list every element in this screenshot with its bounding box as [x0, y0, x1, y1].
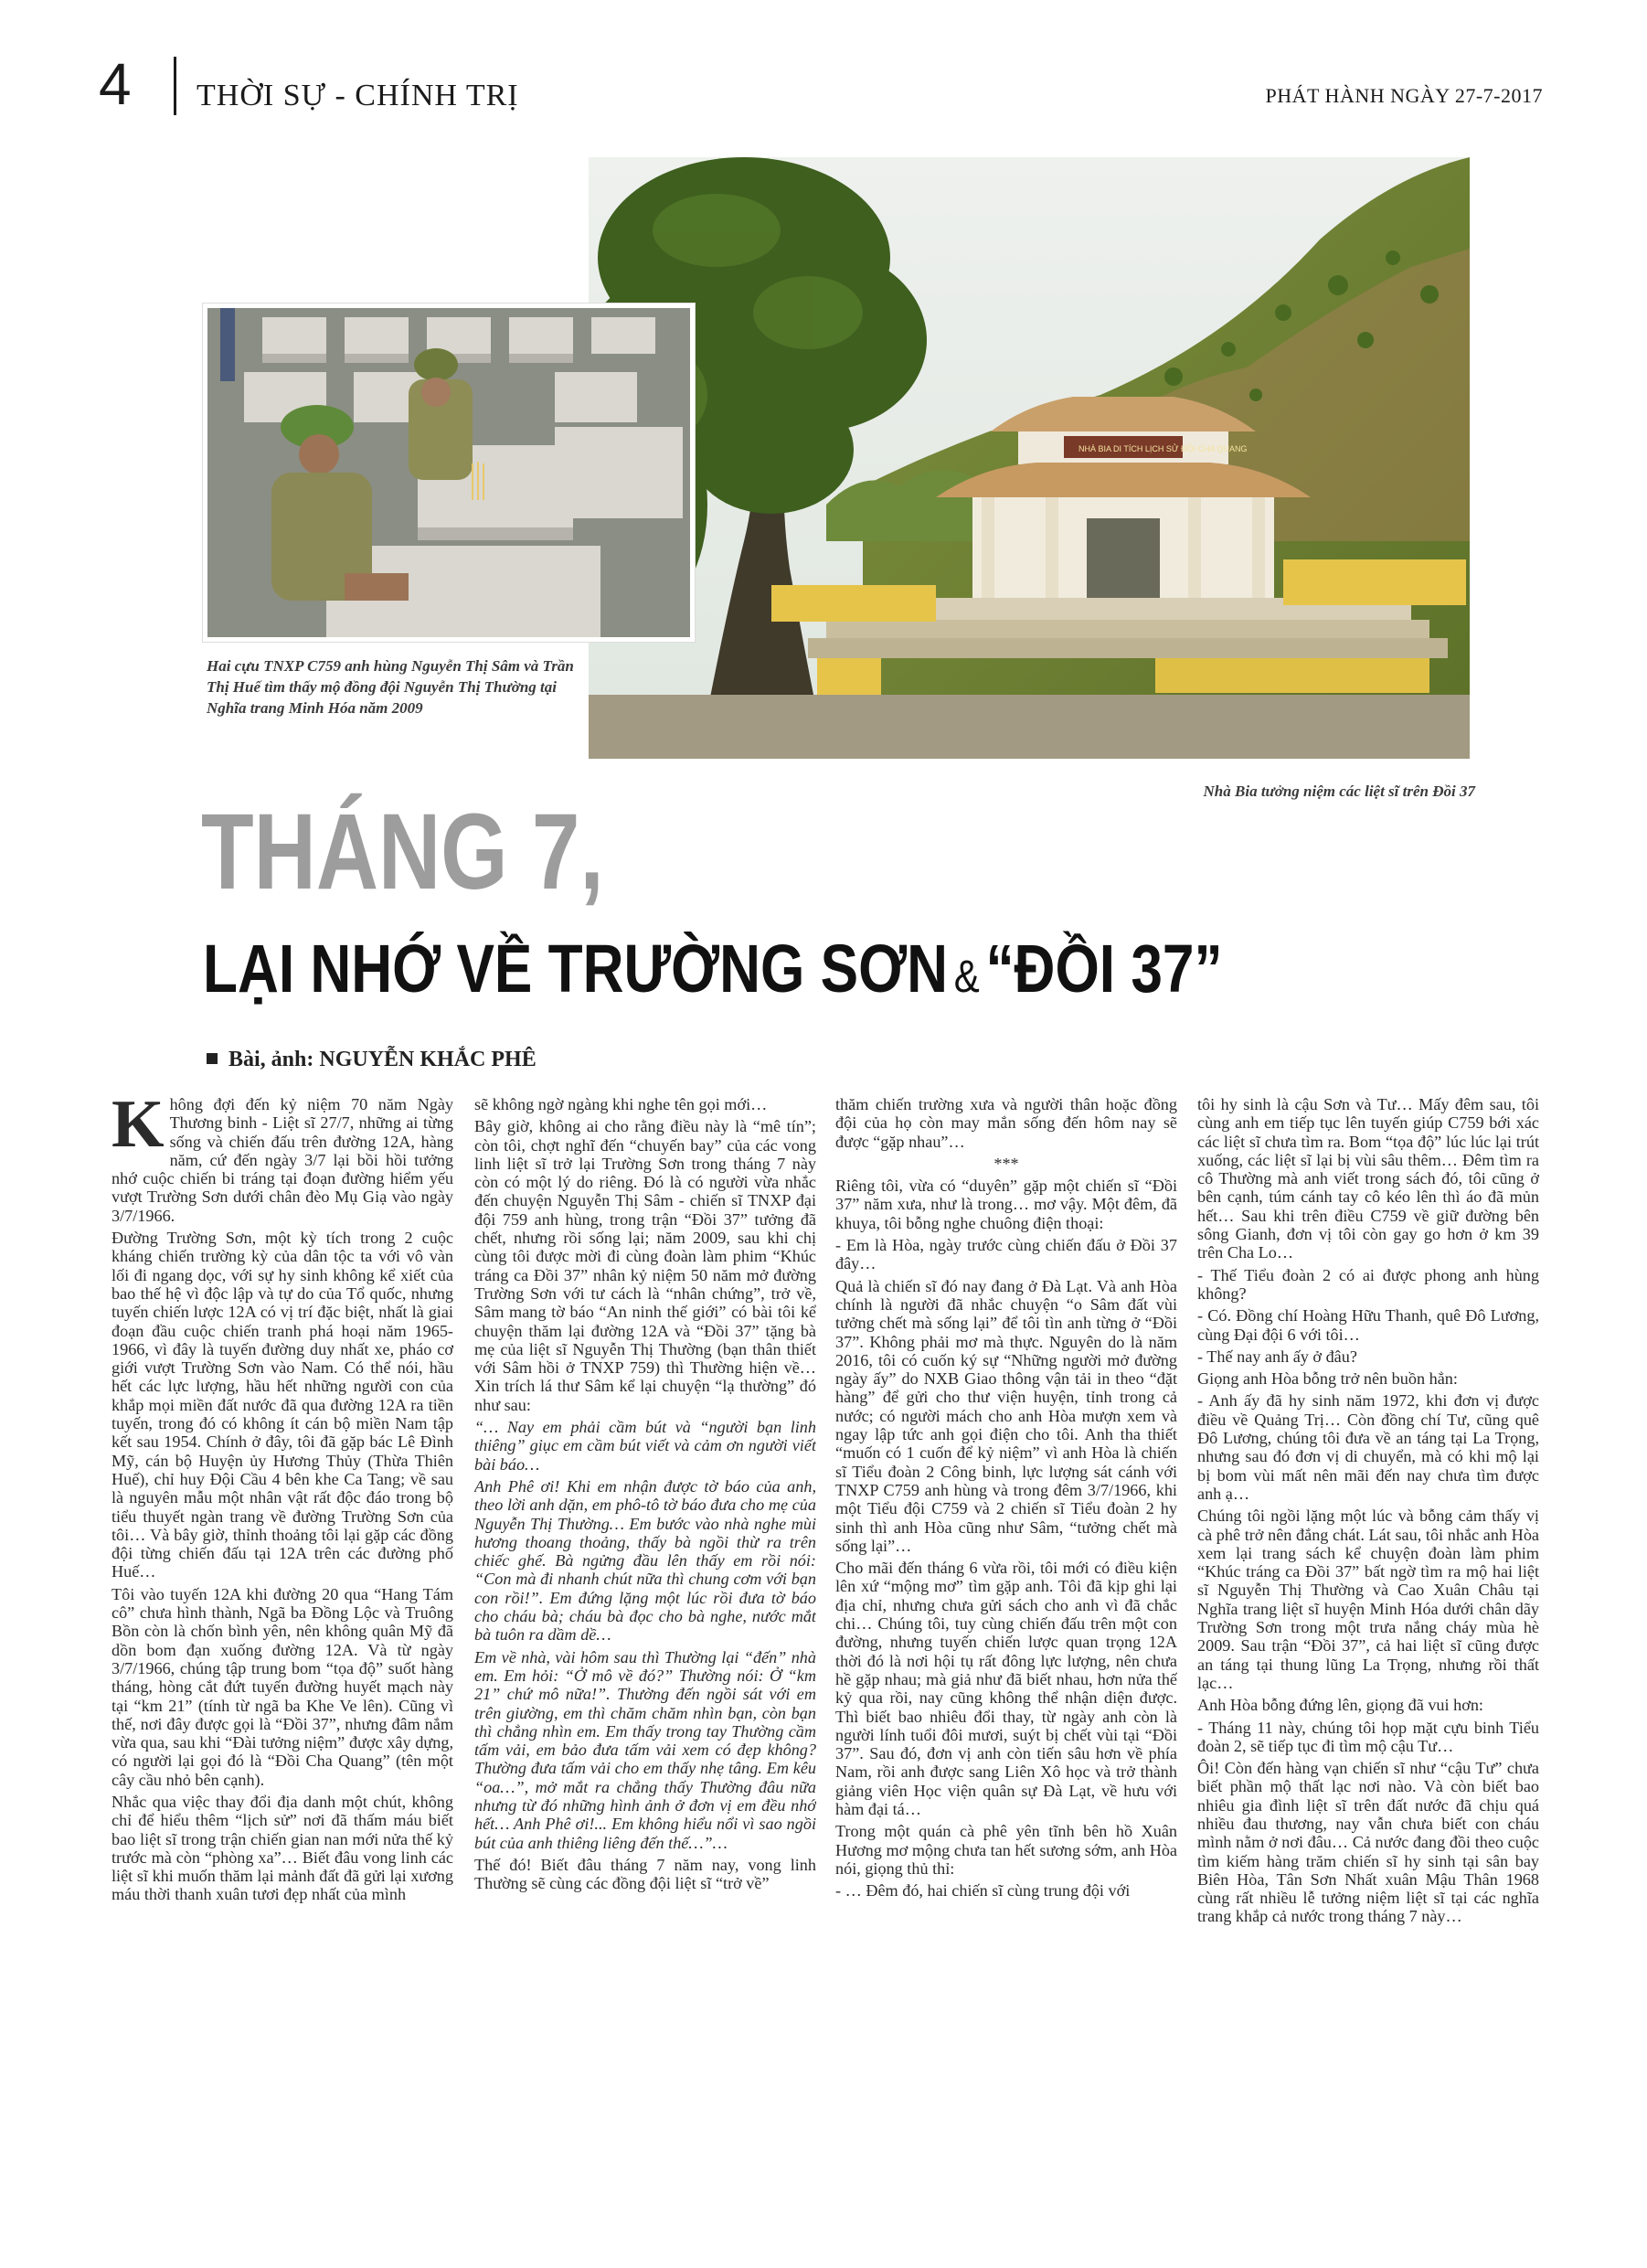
paragraph: Bây giờ, không ai cho rằng điều này là “mê tín”; còn tôi, chợt nghĩ đến “chuyến bay” của các vong linh liệt sĩ trở lại Trường Sơn trong tháng 7 này còn có một lý do riêng. Đó là có người vừa nhắc đến chuyện Nguyễn Thị Sâm - chiến sĩ TNXP đại đội 759 anh hùng, trong trận “Đồi 37” tưởng đã chết, nhưng rồi sống lại; năm 2009, sau khi chị cùng tôi được mời đi cùng đoàn làm phim “Khúc tráng ca Đồi 37” nhân kỷ niệm 50 năm mở đường Trường Sơn với tư cách là “nhân chứng”, trở về, Sâm mang tờ báo “An ninh thế giới” có bài tôi kể chuyện thăm lại đường 12A và “Đồi 37” tặng bà mẹ của liệt sĩ Nguyễn Thị Thường (bạn thân thiết với Sâm hồi ở TNXP 759) thì Thường hiện về… Xin trích lá thư Sâm kể lại chuyện “lạ thường” đó như sau: [474, 1117, 816, 1414]
paragraph: Riêng tôi, vừa có “duyên” gặp một chiến sĩ “Đồi 37” năm xưa, như là trong… mơ vậy. Một đêm, đã khuya, tôi bỗng nghe chuông điện thoại: [835, 1177, 1177, 1232]
byline-square-icon [207, 1053, 218, 1064]
paragraph: Anh Hòa bỗng đứng lên, giọng đã vui hơn: [1197, 1696, 1483, 1715]
headline-ampersand: & [953, 951, 980, 1002]
paragraph: - Anh ấy đã hy sinh năm 1972, khi đơn vị được điều về Quảng Trị… Còn đồng chí Tư, cũng quê Đô Lương, chúng tôi đưa về an táng tại La Trọng, nhưng sau đó đơn vị di chuyển, mà có khi mộ lại bị bom vùi mất nên mãi đến nay chưa tìm được anh ạ… [1197, 1391, 1539, 1503]
paragraph: - Thế Tiểu đoàn 2 có ai được phong anh hùng không? [1197, 1265, 1539, 1303]
letter-quote: “… Nay em phải cầm bút và “người bạn linh thiêng” giục em cầm bút viết và cảm ơn người viết bài báo… [474, 1418, 816, 1474]
paragraph: Thế đó! Biết đâu tháng 7 năm nay, vong linh Thường sẽ cùng các đồng đội liệt sĩ “trở về” [474, 1855, 816, 1893]
header-divider [174, 57, 176, 115]
paragraph: Đường Trường Sơn, một kỳ tích trong 2 cuộc kháng chiến trường kỳ của dân tộc ta với vô vàn lối đi ngang dọc, với sự hy sinh không kể xiết của bao thế hệ vì độc lập và tự do của Tổ quốc, nhưng tuyến chiến lược 12A có vị trí đặc biệt, nhất là giai đoạn đầu cuộc chiến tranh phá hoại năm 1965-1966, vì đây là tuyến đường duy nhất xe, pháo cơ giới vượt Trường Sơn vào Nam. Có thể nói, hầu hết các lực lượng, hầu hết những người con của khắp mọi miền đất nước đã qua đường 12A ra tiền tuyến, trong đó có không ít cán bộ miền Nam tập kết sau 1954. Chính ở đây, tôi đã gặp bác Lê Đình Mỹ, cán bộ Huyện ủy Hương Thủy (Thừa Thiên Huế), chỉ huy Đội Cầu 4 bên khe Ca Tang; về sau là nguyên mẫu một nhân vật rất độc đáo trong bộ tiểu thuyết ngàn trang về đường Trường Sơn của tôi… Và bây giờ, thỉnh thoảng tôi lại gặp các đồng đội từng chiến đấu tại 12A trên các đường phố Huế… [112, 1229, 453, 1581]
paragraph: Nhắc qua việc thay đổi địa danh một chút, không chỉ để hiểu thêm “lịch sử” nơi đã thấm máu biết bao liệt sĩ trong trận chiến gian nan mới nửa thế kỷ trước mà còn “phòng xa”… Biết đâu vong linh các liệt sĩ khi muốn thăm lại mảnh đất đã gửi lại xương máu thời thanh xuân tươi đẹp nhất của mình [112, 1792, 453, 1904]
letter-quote: Anh Phê ơi! Khi em nhận được tờ báo của anh, theo lời anh dặn, em phô-tô tờ báo đưa cho mẹ của Nguyễn Thị Thường… Em bước vào nhà nghe mùi hương thoang thoảng, thấy bà ngồi thừ ra trên chiếc ghế. Bà ngửng đầu lên thấy em rồi nói: “Con mà đi nhanh chút nữa thì chung cơm với bạn con rồi!”. Em đứng lặng một lúc rồi đưa tờ báo cho cháu bà; cháu bà đọc cho bà nghe, nước mắt bà tuôn ra dầm dề… [474, 1476, 816, 1645]
headline-line-1: THÁNG 7, [201, 792, 604, 912]
main-photo-caption: Nhà Bia tưởng niệm các liệt sĩ trên Đồi 37 [1203, 783, 1475, 800]
release-date: PHÁT HÀNH NGÀY 27-7-2017 [1265, 84, 1543, 107]
byline-text: Bài, ảnh: NGUYỄN KHẮC PHÊ [228, 1048, 537, 1071]
paragraph: sẽ không ngờ ngàng khi nghe tên gọi mới… [474, 1095, 768, 1113]
paragraph: thăm chiến trường xưa và người thân hoặc đồng đội của họ còn may mắn sống đến hôm nay sẽ được “gặp nhau”… [835, 1095, 1177, 1151]
letter-quote: Em về nhà, vài hôm sau thì Thường lại “đến” nhà em. Em hỏi: “Ở mô về đó?” Thường nói: Ở “km 21” chứ mô nữa!”. Thường đến ngồi sát với em trên giường, em thì chăm chăm nhìn bạn, còn bạn thì chẳng nhìn em. Em thấy trong tay Thường cầm tấm vải, em bảo đưa tấm vải xem có đẹp không? Thường đưa tấm vải cho em thấy nhẹ tâng. Em kêu “oa…”, mở mắt ra chẳng thấy Thường đâu nữa nhưng từ đó những hình ảnh ở đơn vị em đều nhớ hết… Anh Phê ơi!... Em không hiểu nổi vì sao ngồi bút của anh thiêng liêng đến thế…”… [474, 1647, 816, 1852]
headline-line-2-b: “ĐỒI 37” [985, 931, 1223, 1006]
paragraph: Trong một quán cà phê yên tĩnh bên hồ Xuân Hương mơ mộng chưa tan hết sương sớm, anh Hòa nói, giọng thủ thỉ: [835, 1822, 1177, 1878]
article-column-1 [112, 1095, 453, 2238]
headline-line-2-a: LẠI NHỚ VỀ TRƯỜNG SƠN [203, 931, 949, 1006]
section-separator: *** [994, 1154, 1019, 1173]
paragraph: Cho mãi đến tháng 6 vừa rồi, tôi mới có điều kiện lên xứ “mộng mơ” tìm gặp anh. Tôi đã kịp ghi lại địa chỉ, nhưng chưa gửi sách cho anh vì đã chắc chi… Chúng tôi, tuy cùng chiến đấu trên một con đường, nhưng tuyến chiến lược quan trọng 12A thời đó là nơi hội tụ rất đông lực lượng, nên chưa hề gặp nhau; mà giả như đã biết nhau, hơn nửa thế kỷ qua rồi, nay cũng không thể nhận diện được. Thì biết bao nhiêu đổi thay, từ ngày anh còn là người lính tuổi đôi mươi, suýt bị chết vùi tại “Đồi 37”. Sau đó, đơn vị anh còn tiến sâu hơn về phía Nam, rồi anh được sang Liên Xô học và trở thành giảng viên Học viện quân sự Đà Lạt, về hưu với hàm đại tá… [835, 1559, 1177, 1818]
inset-photo-caption: Hai cựu TNXP C759 anh hùng Nguyễn Thị Sâm và Trần Thị Huế tìm thấy mộ đồng đội Nguyễn Thị Thường tại Nghĩa trang Minh Hóa năm 2009 [207, 657, 574, 717]
byline [207, 1048, 537, 1072]
page-number: 4 [99, 51, 132, 117]
paragraph: Quả là chiến sĩ đó nay đang ở Đà Lạt. Và anh Hòa chính là người đã nhắc chuyện “o Sâm đất vùi tưởng chết mà sống lại” để tôi tìn anh từng ở “Đồi 37”. Không phải mơ mà thực. Nguyên do là năm 2016, tôi có cuốn ký sự “Những người mở đường ngày ấy” do NXB Giao thông vận tải in theo “đặt hàng” để gửi cho thư viện huyện, tỉnh trong cả nước; có người mách cho anh Hòa mượn xem và ngay lập tức anh gọi điện cho tôi. Anh tha thiết “muốn có 1 cuốn để kỷ niệm” vì anh Hòa là chiến sĩ Tiểu đoàn 2 Công binh, lực lượng sát cánh với TNXP C759 anh hùng và trong đêm 3/7/1966, khi một Tiểu đội C759 và 2 chiến sĩ Tiểu đoàn 2 hy sinh thì anh Hòa cũng như Sâm, “tưởng chết mà sống lại”… [835, 1276, 1177, 1555]
article-column-3 [835, 1095, 1177, 2238]
paragraph: - Em là Hòa, ngày trước cùng chiến đấu ở Đồi 37 đây… [835, 1236, 1177, 1273]
paragraph: Giọng anh Hòa bỗng trở nên buồn hẳn: [1197, 1369, 1458, 1389]
headline-line-2 [203, 932, 1223, 1013]
paragraph-text: hông đợi đến kỷ niệm 70 năm Ngày Thương binh - Liệt sĩ 27/7, những ai từng sống và chiến đấu trên đường 12A, hàng năm, cứ đến ngày 3/7 lại bồi hồi tưởng nhớ cuộc chiến bi tráng tại đoạn đường hiểm yếu vượt Trường Sơn dưới chân đèo Mụ Giạ vào ngày 3/7/1966. [112, 1095, 453, 1225]
paragraph: - Thế nay anh ấy ở đâu? [1197, 1347, 1357, 1366]
paragraph: - Tháng 11 này, chúng tôi họp mặt cựu binh Tiểu đoàn 2, sẽ tiếp tục đi tìm mộ cậu Tư… [1197, 1718, 1539, 1755]
paragraph [112, 1095, 453, 1225]
memorial-house-photo [589, 157, 1470, 759]
paragraph: Tôi vào tuyến 12A khi đường 20 qua “Hang Tám cô” chưa hình thành, Ngã ba Đồng Lộc và Truông Bồn còn là chốn bình yên, nên không quân Mỹ đã dồn bom đạn xuống đường 12A. Và từ ngày 3/7/1966, chúng tập trung bom “tọa độ” suốt hàng tháng, hòng cắt đứt tuyến đường huyết mạch này tại “km 21” (tính từ ngã ba Khe Ve lên). Cũng vì thế, nơi đây được gọi là “Đồi 37”, nhưng đâm nắm vừa qua, sau khi “Đài tưởng niệm” được xây dựng, có người lại gọi đó là “Đồi Cha Quang” (tên một cây cầu nhỏ bên cạnh). [112, 1584, 453, 1789]
memorial-sign-text: NHÀ BIA DI TÍCH LỊCH SỬ ĐỒI CHA QUANG [1079, 444, 1248, 453]
paragraph: - Có. Đồng chí Hoàng Hữu Thanh, quê Đô Lương, cùng Đại đội 6 với tôi… [1197, 1306, 1539, 1344]
section-title: THỜI SỰ - CHÍNH TRỊ [197, 79, 519, 112]
paragraph: tôi hy sinh là cậu Sơn và Tư… Mấy đêm sau, tôi cùng anh em tiếp tục lên tuyến giúp C759 bới xác các liệt sĩ chưa tìm ra. Bom “tọa độ” lúc lúc lại trút xuống, các liệt sĩ lại bị vùi sâu thêm… Đêm tìm ra cô Thường mà anh viết trong sách đó, tôi cũng ở bên cạnh, túm cánh tay cô kéo lên thì áo đã mủn hết… Sau khi trên điều C759 về giữ đường bên sông Gianh, đơn vị tôi còn gay go hơn ở km 39 trên Cha Lo… [1197, 1095, 1539, 1262]
article-column-2 [474, 1095, 816, 2238]
drop-cap: K [112, 1095, 165, 1162]
paragraph: - … Đêm đó, hai chiến sĩ cùng trung đội với [835, 1881, 1131, 1901]
paragraph: Ôi! Còn đến hàng vạn chiến sĩ như “cậu Tư” chưa biết phần mộ thất lạc nơi nào. Và còn biết bao nhiêu gia đình liệt sĩ trên đất nước đã chịu quá nhiều đau thương, nay vẫn chưa biết con cháu mình nằm ở nơi đâu… Cả nước đang đồi theo cuộc tìm kiếm hàng trăm chiến sĩ hy sinh tại sân bay Biên Hòa, Tân Sơn Nhất xuân Mậu Thân 1968 cùng rất nhiều lễ tưởng niệm liệt sĩ tại các nghĩa trang khắp cả nước trong tháng 7 này… [1197, 1759, 1539, 1926]
veterans-cemetery-photo [203, 303, 695, 642]
paragraph: Chúng tôi ngồi lặng một lúc và bỗng cảm thấy vị cà phê trở nên đắng chát. Lát sau, tôi nhắc anh Hòa xem lại trang sách kể chuyện đoàn làm phim “Khúc tráng ca Đồi 37” bất ngờ tìm ra mộ hai liệt sĩ Nguyễn Thị Thường và Cao Xuân Châu tại Nghĩa trang liệt sĩ huyện Minh Hóa dưới chân dãy Trường Sơn trong một trưa nắng cháy mùa hè 2009. Sau trận “Đồi 37”, cả hai liệt sĩ cũng được an táng tại thung lũng La Trọng, nhưng rồi thất lạc… [1197, 1507, 1539, 1692]
article-column-4 [1197, 1095, 1539, 2238]
